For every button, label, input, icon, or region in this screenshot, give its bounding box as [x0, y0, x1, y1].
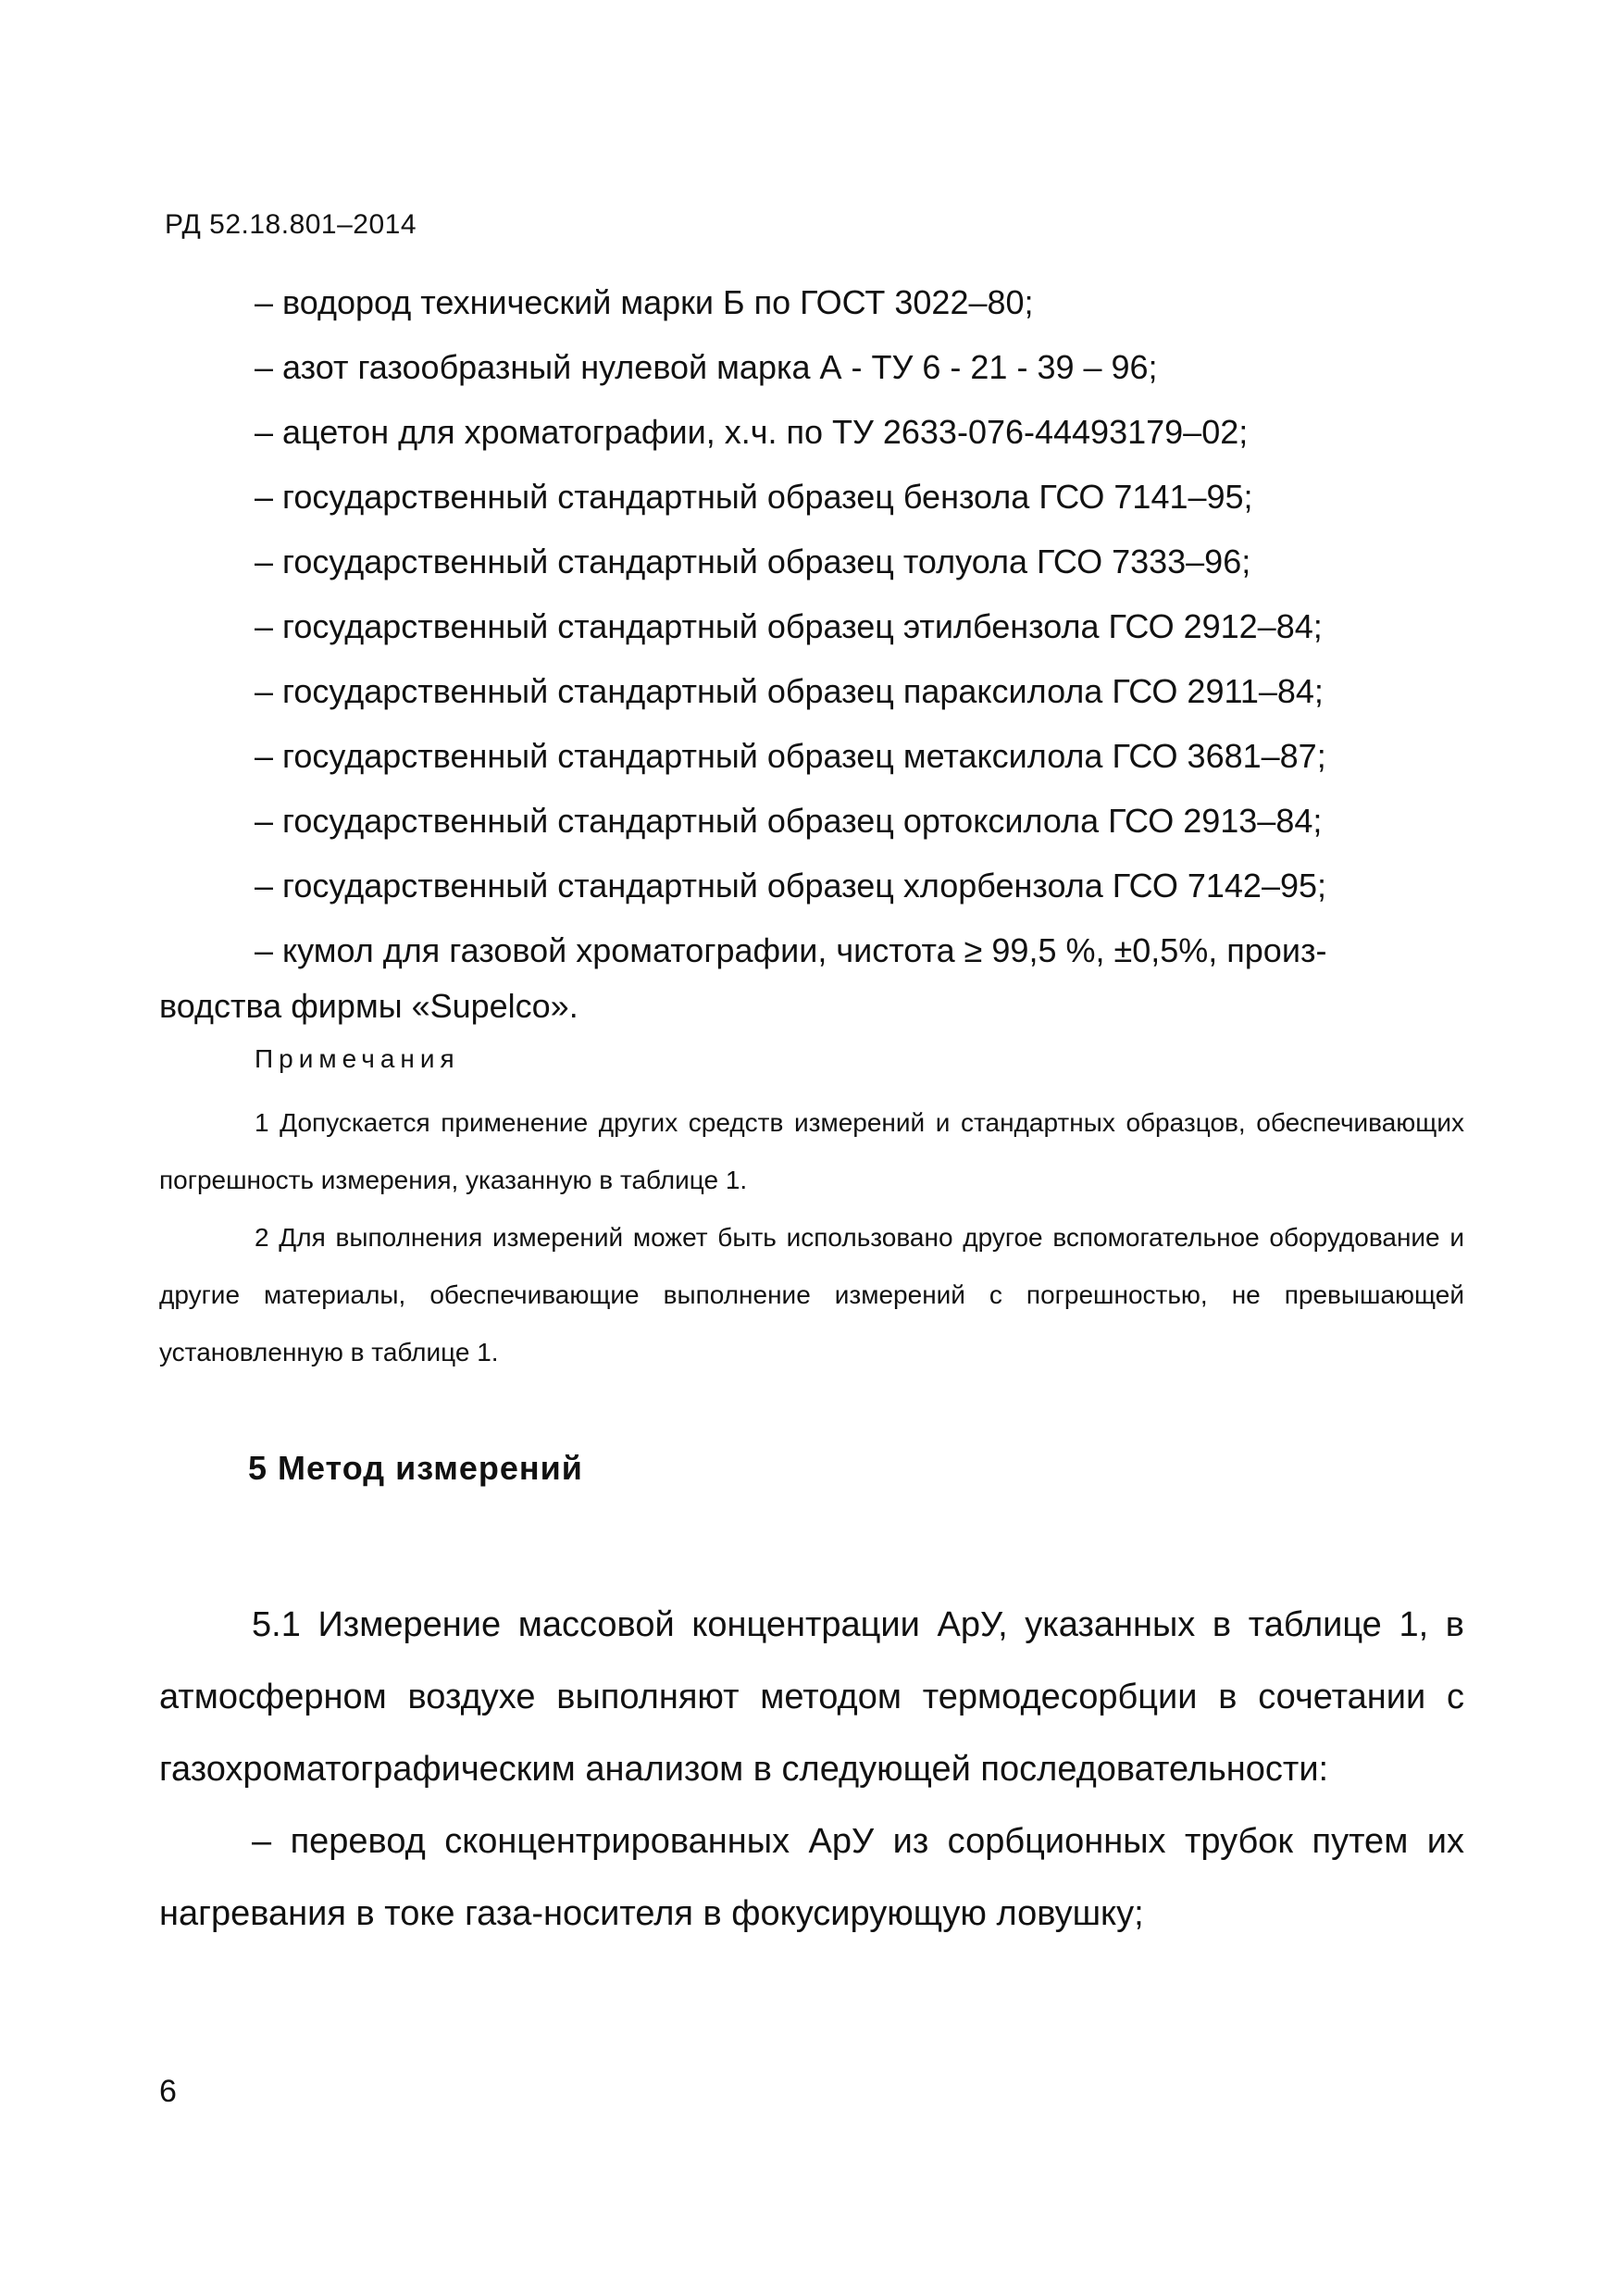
note-item: 1 Допускается применение других средств измерений и стандартных образцов, обеспечивающих погрешность измерения, указанную в таблице 1.: [159, 1108, 1464, 1194]
notes-heading: Примечания: [255, 1044, 460, 1073]
list-item: – азот газообразный нулевой марка А - ТУ 6 - 21 - 39 – 96;: [255, 348, 1158, 386]
section-title: 5 Метод измерений: [248, 1449, 583, 1487]
list-item: – ацетон для хроматографии, х.ч. по ТУ 2633-076-44493179–02;: [255, 413, 1249, 451]
page-number: 6: [159, 2074, 177, 2109]
list-item-continuation: водства фирмы «Supelco».: [159, 987, 578, 1025]
note-item: 2 Для выполнения измерений может быть использовано другое вспомогательное оборудование и другие материалы, обеспечивающие выполнение измерений с погрешностью, не превышающей установленную в таблице 1.: [159, 1223, 1464, 1366]
list-item: – государственный стандартный образец метаксилола ГСО 3681–87;: [255, 737, 1326, 775]
list-item: – государственный стандартный образец толуола ГСО 7333–96;: [255, 543, 1251, 580]
document-id-header: РД 52.18.801–2014: [165, 209, 417, 240]
section-paragraph: – перевод сконцентрированных АрУ из сорбционных трубок путем их нагревания в токе газа-носителя в фокусирующую ловушку;: [159, 1822, 1464, 1933]
list-item: – государственный стандартный образец бензола ГСО 7141–95;: [255, 478, 1253, 516]
list-item: – государственный стандартный образец хлорбензола ГСО 7142–95;: [255, 867, 1327, 905]
list-item: – кумол для газовой хроматографии, чистота ≥ 99,5 %, ±0,5%, произ-: [255, 931, 1327, 969]
list-item: – государственный стандартный образец ортоксилола ГСО 2913–84;: [255, 802, 1323, 840]
list-item: – государственный стандартный образец этилбензола ГСО 2912–84;: [255, 607, 1323, 645]
list-item: – водород технический марки Б по ГОСТ 3022–80;: [255, 283, 1034, 321]
section-paragraph: 5.1 Измерение массовой концентрации АрУ, указанных в таблице 1, в атмосферном воздухе выполняют методом термодесорбции в сочетании с газохроматографическим анализом в следующей последовательности:: [159, 1605, 1464, 1789]
list-item: – государственный стандартный образец параксилола ГСО 2911–84;: [255, 672, 1324, 710]
